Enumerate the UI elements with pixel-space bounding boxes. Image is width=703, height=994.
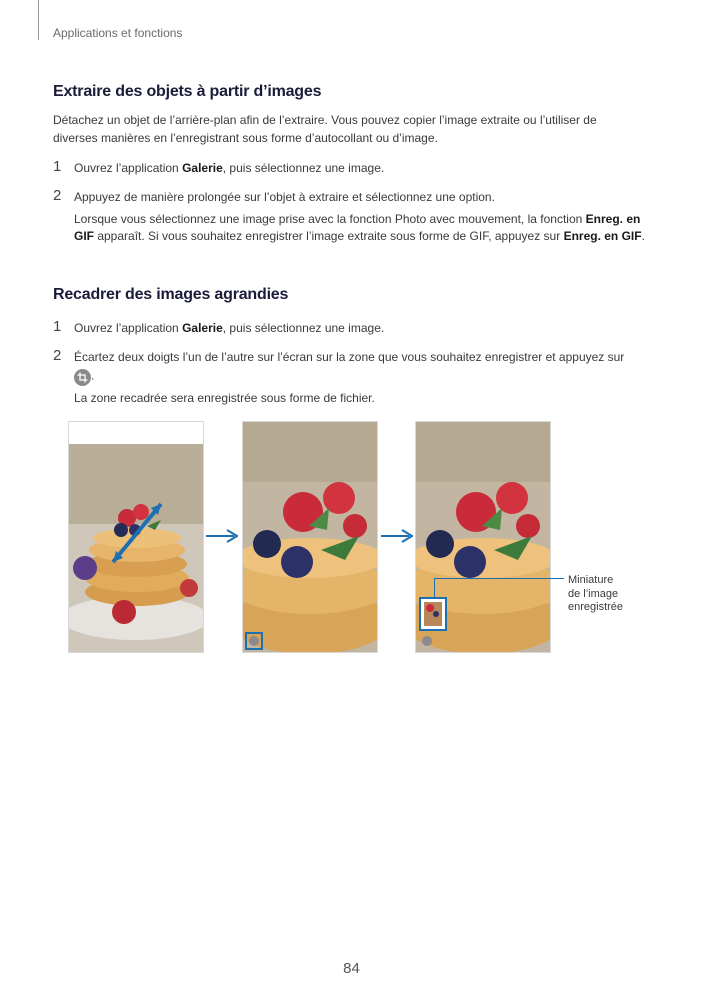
step-note: Lorsque vous sélectionnez une image prise avec la fonction Photo avec mouvement, la fonction Enreg. en GIF apparaît. Si vous souhaitez enregistrer l’image extraite sous forme de GIF, appuyez sur Enreg. en GIF. — [74, 211, 645, 243]
section-header: Applications et fonctions — [53, 26, 183, 40]
step-text: Ouvrez l’application Galerie, puis sélectionnez une image. — [74, 161, 385, 175]
step-text: Écartez deux doigts l’un de l’autre sur l’écran sur la zone que vous souhaitez enregistrer et appuyez sur . — [74, 349, 653, 386]
section-title-extract: Extraire des objets à partir d’images — [53, 83, 322, 100]
screenshot-original — [68, 421, 204, 653]
header-rule — [38, 0, 39, 40]
screenshot-zoomed — [242, 421, 378, 653]
screenshot-saved — [415, 421, 551, 653]
extract-step-2 — [53, 189, 653, 246]
crop-step-1 — [53, 320, 653, 338]
extract-step-1 — [53, 160, 653, 178]
step-number: 1 — [53, 318, 62, 335]
step-number: 2 — [53, 187, 62, 204]
step-text: Appuyez de manière prolongée sur l’objet à extraire et sélectionnez une option. — [74, 190, 495, 204]
section-intro: Détachez un objet de l’arrière-plan afin de l’extraire. Vous pouvez copier l’image extraite ou l’utiliser de diverses manières en l’enregistrant sous forme d’autocollant ou d’image. — [53, 113, 597, 145]
callout-leader-line — [434, 578, 564, 579]
next-arrow-icon — [206, 529, 238, 548]
step-text: Ouvrez l’application Galerie, puis sélectionnez une image. — [74, 321, 385, 335]
step-number: 1 — [53, 158, 62, 175]
step-number: 2 — [53, 347, 62, 364]
crop-step-2 — [53, 349, 653, 407]
page-number: 84 — [343, 960, 360, 977]
next-arrow-icon — [381, 529, 413, 548]
crop-save-icon — [74, 369, 91, 386]
section-title-crop: Recadrer des images agrandies — [53, 286, 289, 303]
thumbnail-callout: Miniature de l’image enregistrée — [568, 574, 624, 613]
step-note: La zone recadrée sera enregistrée sous forme de fichier. — [74, 390, 375, 405]
callout-leader-line — [434, 578, 435, 598]
